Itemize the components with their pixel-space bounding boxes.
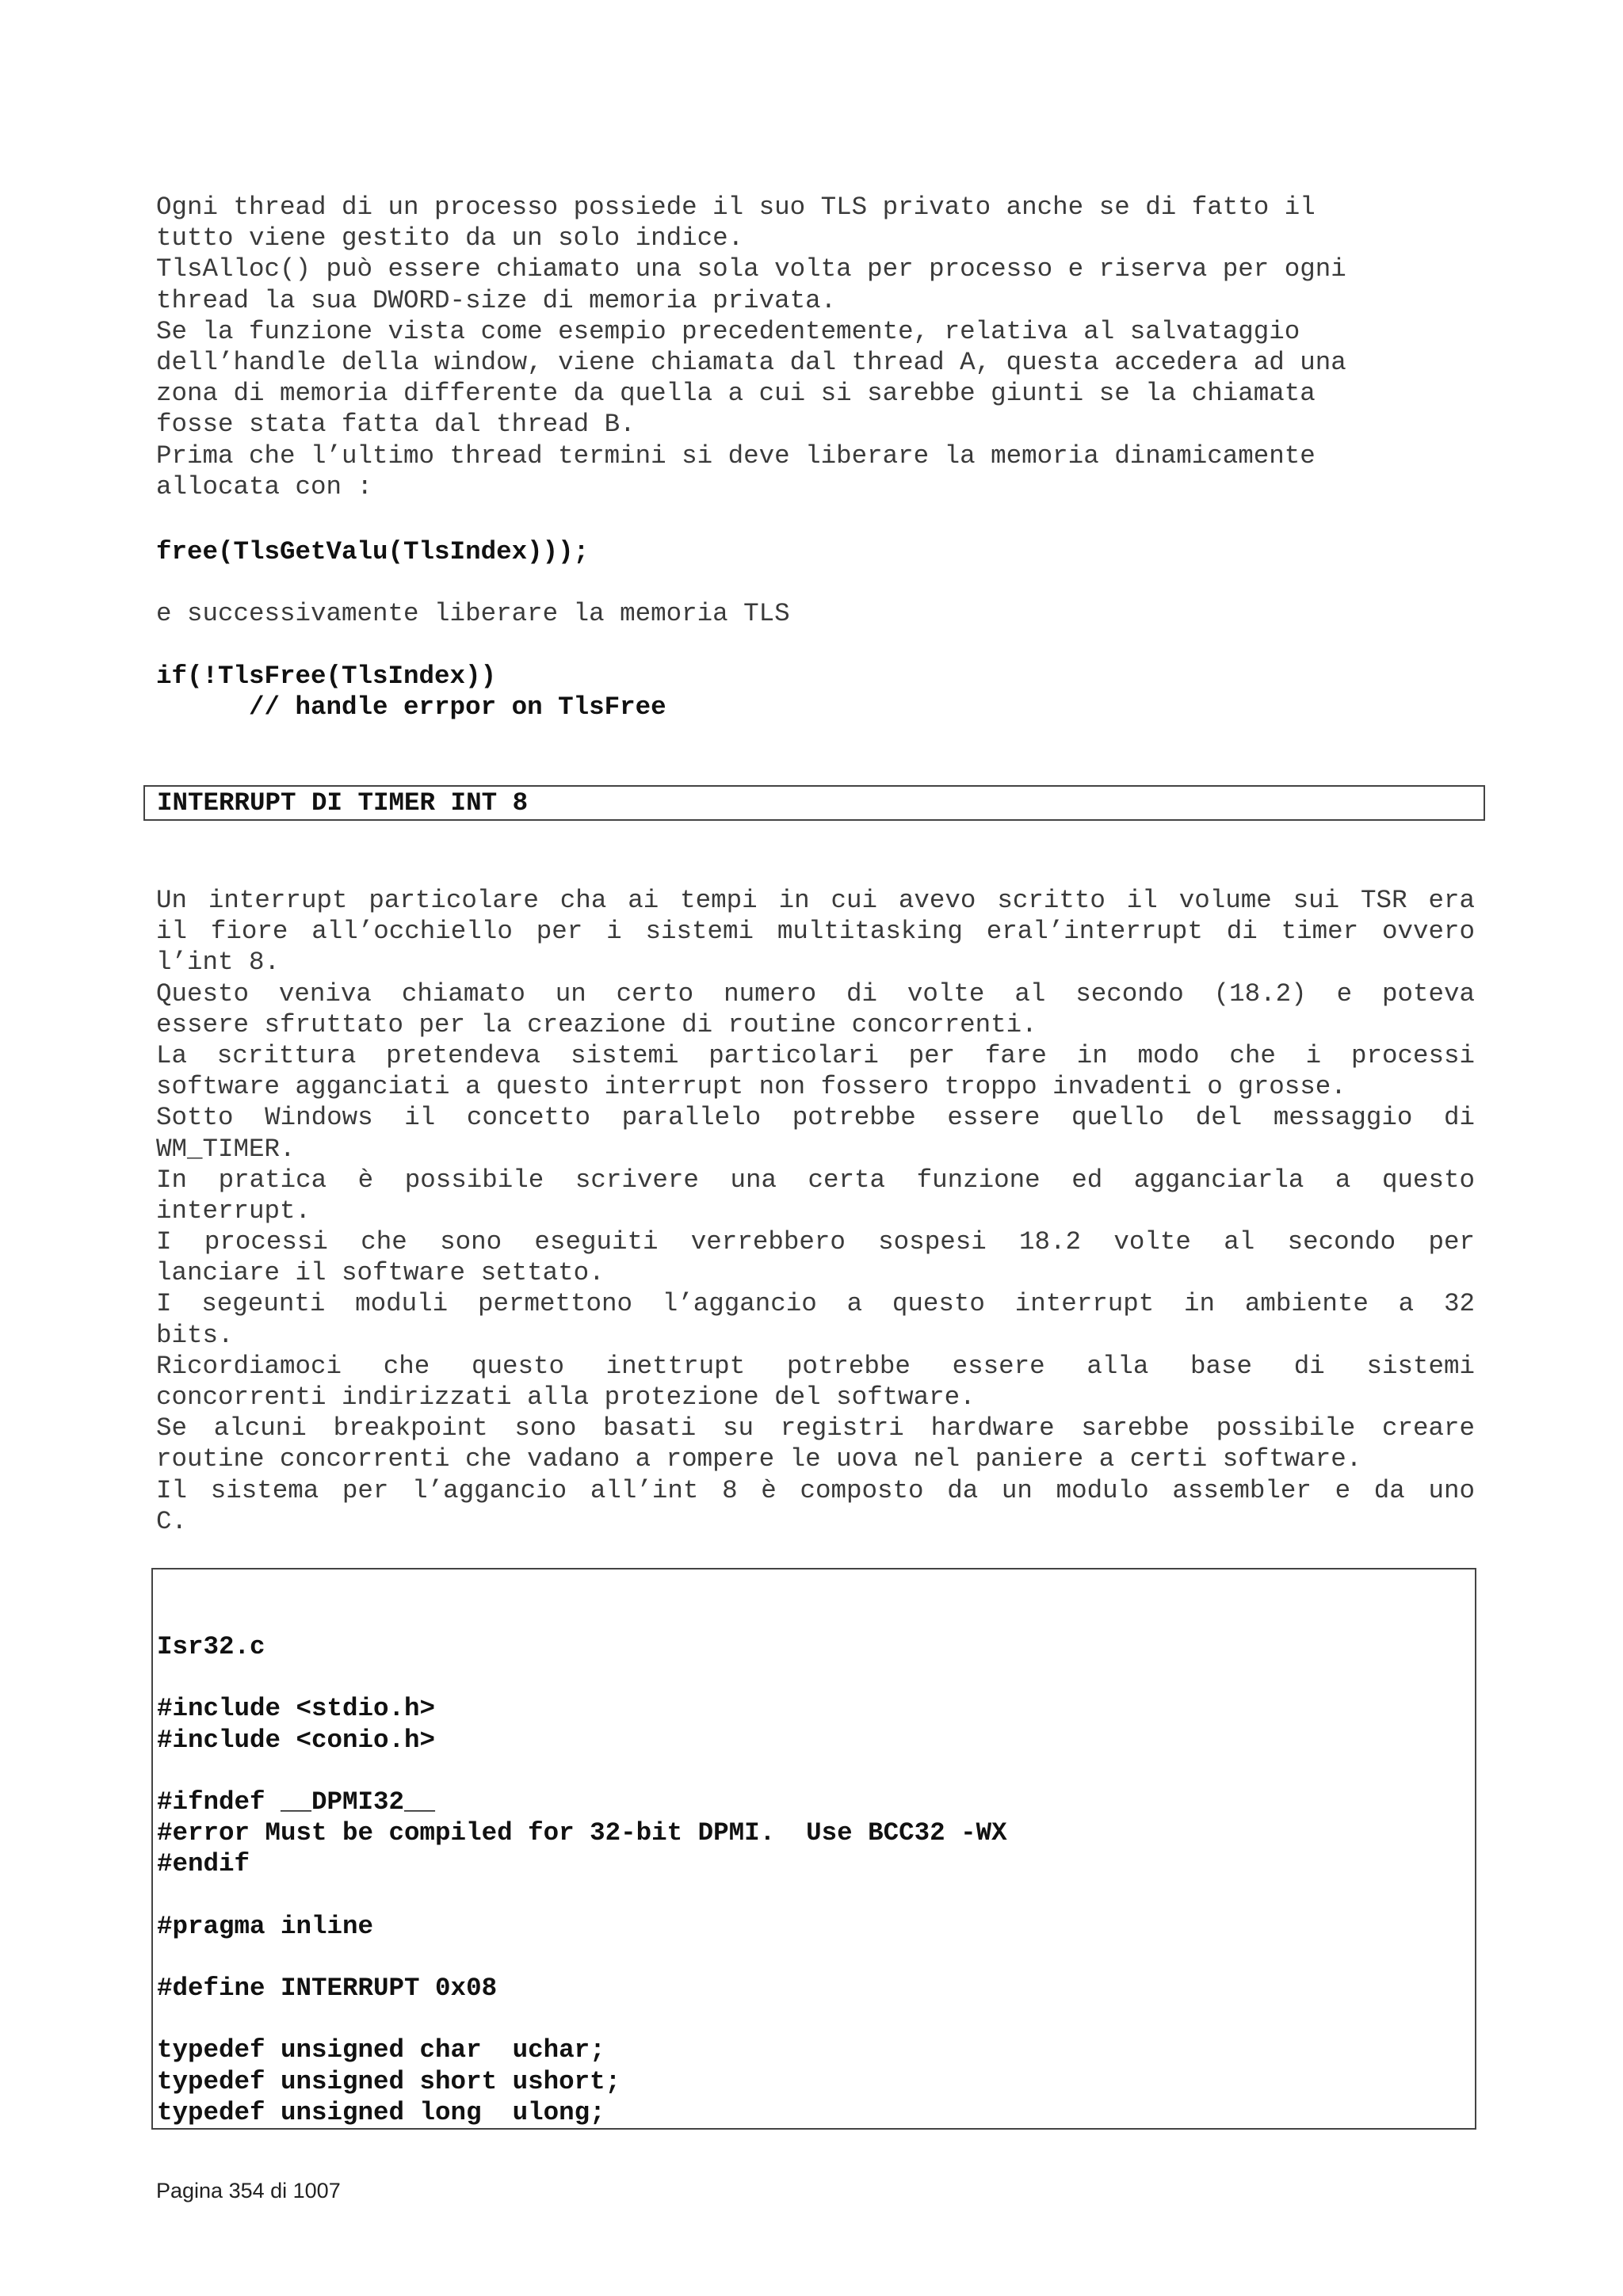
code-line: // handle errpor on TlsFree <box>156 692 666 723</box>
text-line: allocata con : <box>156 471 373 502</box>
text-line: fosse stata fatta dal thread B. <box>156 410 636 440</box>
text-line: l’int 8. <box>156 948 281 978</box>
text-line: I processi che sono eseguiti verrebbero sospesi 18.2 volte al secondo per <box>156 1227 1475 1257</box>
text-line: Questo veniva chiamato un certo numero di volte al secondo (18.2) e poteva <box>156 978 1475 1009</box>
text-line: Sotto Windows il concetto parallelo potrebbe essere quello del messaggio di <box>156 1103 1475 1133</box>
code-listing <box>157 1631 1007 2128</box>
text-line: concorrenti indirizzati alla protezione del software. <box>156 1383 976 1412</box>
text-line: routine concorrenti che vadano a rompere le uova nel paniere a certi software. <box>156 1444 1362 1474</box>
text-line: zona di memoria differente da quella a cui si sarebbe giunti se la chiamata <box>156 379 1316 409</box>
section-title: INTERRUPT DI TIMER INT 8 <box>157 788 529 818</box>
text-line: thread la sua DWORD-size di memoria privata. <box>156 285 837 315</box>
text-line: In pratica è possibile scrivere una certa funzione ed agganciarla a questo <box>156 1165 1475 1195</box>
free-tls-code: free(TlsGetValu(TlsIndex))); <box>156 537 590 566</box>
text-line: bits. <box>156 1320 234 1350</box>
text-line: Il sistema per l’aggancio all’int 8 è composto da un modulo assembler e da uno <box>156 1475 1475 1505</box>
code-line: Isr32.c <box>157 1632 265 1661</box>
code-line: #include <stdio.h> <box>157 1694 436 1724</box>
text-line: Ogni thread di un processo possiede il suo TLS privato anche se di fatto il <box>156 193 1316 222</box>
text-line: Se la funzione vista come esempio precedentemente, relativa al salvataggio <box>156 316 1300 346</box>
timer-interrupt-paragraph <box>156 885 1475 1537</box>
text-line: I segeunti moduli permettono l’aggancio a questo interrupt in ambiente a 32 <box>156 1289 1475 1319</box>
text-line: La scrittura pretendeva sistemi particolari per fare in modo che i processi <box>156 1040 1475 1070</box>
code-line: #ifndef __DPMI32__ <box>157 1787 436 1817</box>
code-line <box>157 1756 1007 1787</box>
text-line: software agganciati a questo interrupt non fossero troppo invadenti o grosse. <box>156 1072 1346 1102</box>
tlsfree-code <box>156 661 666 723</box>
code-listing-box <box>151 1568 1476 2130</box>
section-heading-box <box>143 785 1485 821</box>
text-line: Ricordiamoci che questo inettrupt potrebbe essere alla base di sistemi <box>156 1351 1475 1381</box>
tls-free-note: e successivamente liberare la memoria TLS <box>156 599 790 628</box>
code-line: typedef unsigned long ulong; <box>157 2097 605 2127</box>
code-line: typedef unsigned short ushort; <box>157 2066 621 2096</box>
code-line <box>157 1880 1007 1911</box>
code-line <box>157 1662 1007 1693</box>
code-line: #include <conio.h> <box>157 1725 436 1755</box>
code-line: #define INTERRUPT 0x08 <box>157 1974 498 2004</box>
text-line: essere sfruttato per la creazione di routine concorrenti. <box>156 1009 1037 1039</box>
code-line: #error Must be compiled for 32-bit DPMI. Use BCC32 -WX <box>157 1818 1007 1848</box>
text-line: Un interrupt particolare cha ai tempi in cui avevo scritto il volume sui TSR era <box>156 886 1475 915</box>
code-line <box>157 2004 1007 2035</box>
text-line: WM_TIMER. <box>156 1134 296 1164</box>
text-line: il fiore all’occhiello per i sistemi multitasking eral’interrupt di timer ovvero <box>156 917 1475 947</box>
code-line: typedef unsigned char uchar; <box>157 2035 605 2065</box>
page-footer: Pagina 354 di 1007 <box>156 2179 341 2203</box>
code-line: #pragma inline <box>157 1911 374 1941</box>
text-line: lanciare il software settato. <box>156 1258 605 1288</box>
text-line: TlsAlloc() può essere chiamato una sola volta per processo e riserva per ogni <box>156 254 1346 284</box>
code-line <box>157 1942 1007 1973</box>
text-line: Se alcuni breakpoint sono basati su registri hardware sarebbe possibile creare <box>156 1413 1475 1444</box>
text-line: Prima che l’ultimo thread termini si deve liberare la memoria dinamicamente <box>156 441 1316 471</box>
code-line: if(!TlsFree(TlsIndex)) <box>156 662 497 691</box>
code-line: #endif <box>157 1849 250 1879</box>
text-line: interrupt. <box>156 1196 311 1226</box>
text-line: dell’handle della window, viene chiamata dal thread A, questa accedera ad una <box>156 347 1346 377</box>
text-line: C. <box>156 1506 188 1536</box>
intro-paragraph <box>156 192 1346 502</box>
text-line: tutto viene gestito da un solo indice. <box>156 223 744 254</box>
